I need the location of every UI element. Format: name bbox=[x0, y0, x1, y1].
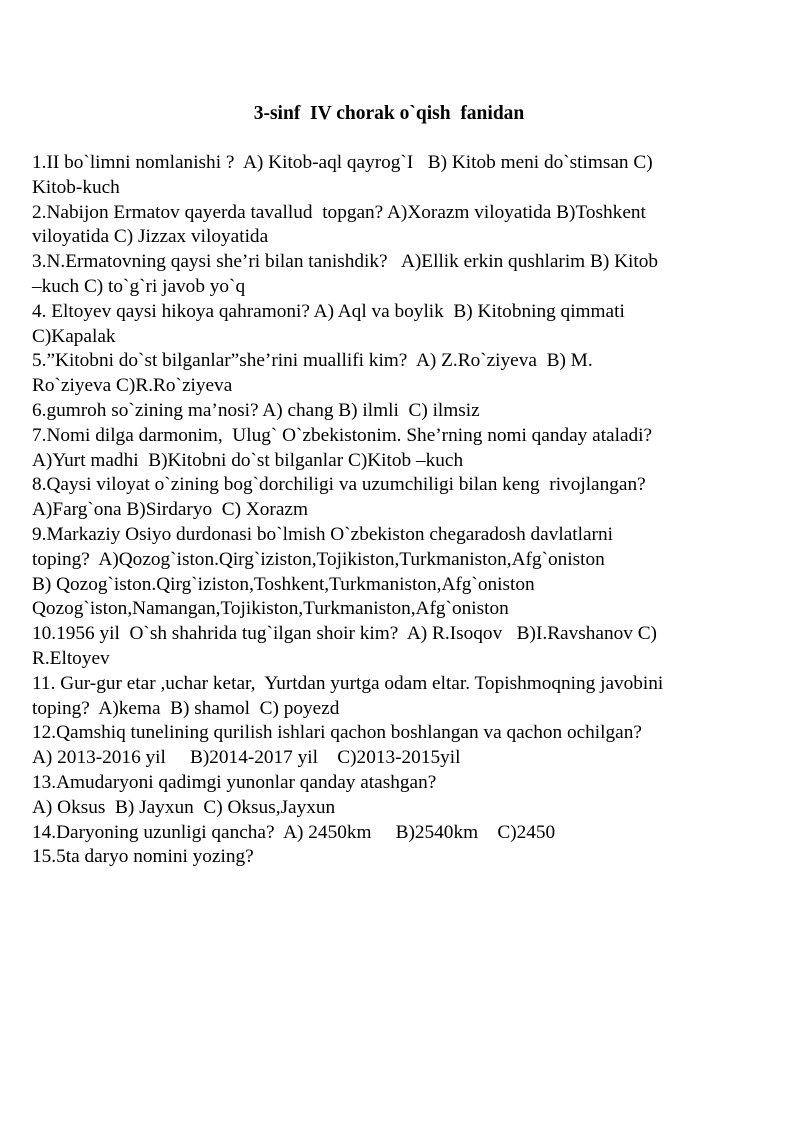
text-line: 13.Amudaryoni qadimgi yunonlar qanday atashgan? bbox=[32, 771, 437, 793]
text-line: A)Farg`ona B)Sirdaryo C) Xorazm bbox=[32, 499, 308, 521]
text-line: 11. Gur-gur etar ,uchar ketar, Yurtdan yurtga odam eltar. Topishmoqning javobini bbox=[32, 672, 664, 694]
text-line: B) Qozog`iston.Qirg`iziston,Toshkent,Turkmaniston,Afg`oniston bbox=[32, 573, 535, 595]
text-line: C)Kapalak bbox=[32, 325, 116, 347]
text-line: 5.”Kitobni do`st bilganlar”she’rini muallifi kim? A) Z.Ro`ziyeva B) M. bbox=[32, 350, 593, 372]
text-line: 8.Qaysi viloyat o`zining bog`dorchiligi va uzumchiligi bilan keng rivojlangan? bbox=[32, 474, 646, 496]
text-line: 9.Markaziy Osiyo durdonasi bo`lmish O`zbekiston chegaradosh davlatlarni bbox=[32, 523, 613, 545]
text-line: toping? A)Qozog`iston.Qirg`iziston,Tojikiston,Turkmaniston,Afg`oniston bbox=[32, 548, 605, 570]
text-line: 12.Qamshiq tunelining qurilish ishlari qachon boshlangan va qachon ochilgan? bbox=[32, 722, 642, 744]
text-line: Qozog`iston,Namangan,Tojikiston,Turkmaniston,Afg`oniston bbox=[32, 598, 509, 620]
text-line: A)Yurt madhi B)Kitobni do`st bilganlar C)Kitob –kuch bbox=[32, 449, 464, 471]
text-line: 6.gumroh so`zining ma’nosi? A) chang B) ilmli C) ilmsiz bbox=[32, 399, 480, 421]
text-line: 15.5ta daryo nomini yozing? bbox=[32, 846, 254, 868]
text-line: 10.1956 yil O`sh shahrida tug`ilgan shoir kim? A) R.Isoqov B)I.Ravshanov C) bbox=[32, 623, 657, 645]
text-line: 7.Nomi dilga darmonim, Ulug` O`zbekistonim. She’rning nomi qanday ataladi? bbox=[32, 424, 653, 446]
text-line: Kitob-kuch bbox=[32, 176, 120, 198]
text-line: A) Oksus B) Jayxun C) Oksus,Jayxun bbox=[32, 796, 336, 818]
document-title: 3-sinf IV chorak o`qish fanidan bbox=[253, 103, 525, 124]
text-line: R.Eltoyev bbox=[32, 647, 110, 669]
text-line: 2.Nabijon Ermatov qayerda tavallud topgan? A)Xorazm viloyatida B)Toshkent bbox=[32, 201, 646, 223]
text-line: viloyatida C) Jizzax viloyatida bbox=[32, 226, 269, 248]
document-body bbox=[32, 151, 762, 870]
text-line: toping? A)kema B) shamol C) poyezd bbox=[32, 697, 340, 719]
text-line: 14.Daryoning uzunligi qancha? A) 2450km B)2540km C)2450 bbox=[32, 821, 556, 843]
text-line: –kuch C) to`g`ri javob yo`q bbox=[32, 275, 246, 297]
text-line: 3.N.Ermatovning qaysi she’ri bilan tanishdik? A)Ellik erkin qushlarim B) Kitob bbox=[32, 251, 659, 273]
text-line: 4. Eltoyev qaysi hikoya qahramoni? A) Aql va boylik B) Kitobning qimmati bbox=[32, 300, 625, 322]
text-line: Ro`ziyeva C)R.Ro`ziyeva bbox=[32, 375, 233, 397]
text-line: 1.II bo`limni nomlanishi ? A) Kitob-aql qayrog`I B) Kitob meni do`stimsan C) bbox=[32, 152, 653, 173]
text-line: A) 2013-2016 yil B)2014-2017 yil C)2013-2015yil bbox=[32, 747, 461, 769]
